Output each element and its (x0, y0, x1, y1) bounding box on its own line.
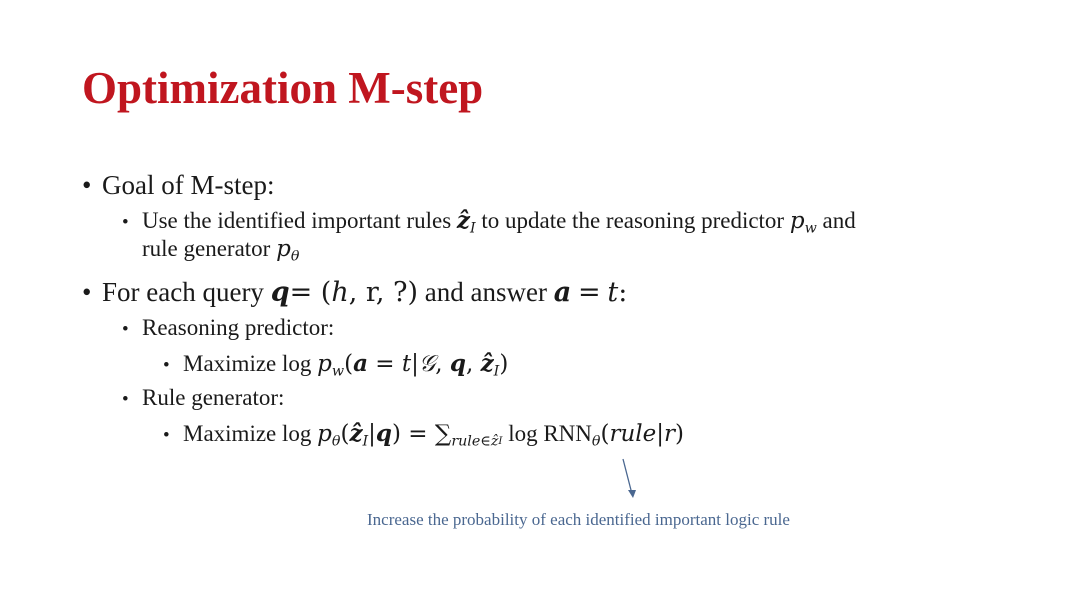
bullet-goal-detail: • Use the identified important rules ẑ$_I$ to update the reasoning predictor $p_w$ and (122, 207, 856, 237)
bullet-dot: • (163, 355, 170, 376)
bullet-query: • For each query q= (h, r, ?) and answer a = t: (82, 277, 628, 308)
sum-symbol: ∑ (434, 421, 452, 447)
math-p: p (276, 236, 291, 262)
annotation-arrow-icon (618, 456, 640, 500)
bullet-reasoning-predictor: • Reasoning predictor: (122, 315, 335, 340)
math-p: p (789, 208, 805, 234)
bullet-rule-objective: • Maximize $\log p_\theta(ẑ_I|q) = \sum_{rule\in ẑI}$ $\log RNN_\theta(rule|r)$ (163, 420, 684, 450)
bullet-dot: • (163, 425, 170, 446)
math-z-hat: ẑ (456, 207, 470, 234)
bullet-dot: • (122, 319, 129, 340)
slide-title: Optimization M-step (82, 63, 484, 113)
bullet-rule-generator: • Rule generator: (122, 385, 285, 410)
bullet-goal-text: Goal of M-step: (102, 170, 275, 200)
bullet-dot: • (82, 277, 92, 307)
bullet-dot: • (122, 389, 129, 410)
annotation-text: Increase the probability of each identified important logic rule (367, 510, 790, 529)
bullet-goal (82, 170, 274, 201)
bullet-goal-detail-line2: rule generator $p_\theta$ (142, 236, 300, 265)
bullet-dot: • (82, 170, 92, 200)
bullet-reasoning-objective: • Maximize $\log p_w(a$ = t|𝒢, q, ẑ$_I$) (163, 350, 509, 380)
bullet-dot: • (122, 212, 129, 233)
